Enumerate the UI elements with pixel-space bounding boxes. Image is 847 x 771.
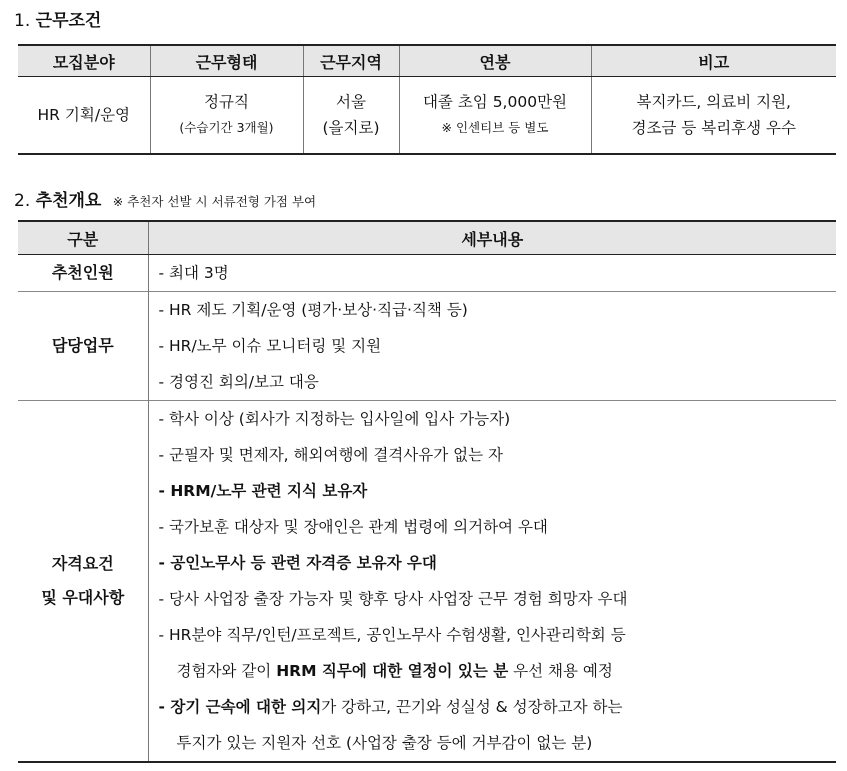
list-item: - 당사 사업장 출장 가능자 및 향후 당사 사업장 근무 경험 희망자 우대 — [158, 590, 628, 608]
header-note: 비고 — [591, 45, 836, 77]
list-item: 투지가 있는 지원자 선호 (사업장 출장 등에 거부감이 없는 분) — [176, 734, 593, 752]
list-item: - 국가보훈 대상자 및 장애인은 관계 법령에 의거하여 우대 — [158, 518, 548, 536]
qual-label-line2: 및 우대사항 — [41, 588, 125, 607]
table-row — [18, 401, 836, 763]
header-type: 근무형태 — [150, 45, 303, 77]
section1-number: 1. — [14, 11, 31, 31]
recommendation-table — [18, 220, 836, 763]
cell-note — [591, 77, 836, 155]
header-details: 세부내용 — [148, 221, 836, 255]
category-count: 추천인원 — [18, 255, 148, 292]
location-sub: (을지로) — [322, 119, 380, 137]
list-item: - 학사 이상 (회사가 지정하는 입사일에 입사 가능자) — [158, 410, 511, 428]
list-item: - 최대 3명 — [158, 264, 229, 282]
header-field: 모집분야 — [18, 45, 150, 77]
list-item: - 경영진 회의/보고 대응 — [158, 373, 319, 391]
section2-number: 2. — [14, 191, 31, 211]
section1-heading — [14, 6, 101, 31]
cell-type — [150, 77, 303, 155]
item9-dash: - — [158, 698, 171, 716]
salary-main: 대졸 초임 5,000만원 — [422, 93, 568, 111]
item8-pre: 경험자와 같이 — [176, 662, 277, 680]
section2-heading — [14, 186, 316, 211]
type-main: 정규직 — [204, 93, 249, 111]
table-header-row — [18, 45, 836, 77]
note-line2: 경조금 등 복리후생 우수 — [631, 119, 796, 137]
header-salary: 연봉 — [399, 45, 591, 77]
section2-note: ※ 추천자 선발 시 서류전형 가점 부여 — [112, 194, 317, 209]
type-sub: (수습기간 3개월) — [179, 120, 274, 135]
item9-post: 가 강하고, 끈기와 성실성 & 성장하고자 하는 — [321, 698, 623, 716]
table-row — [18, 255, 836, 292]
header-category: 구분 — [18, 221, 148, 255]
section1-title: 근무조건 — [35, 11, 102, 31]
table-row — [18, 292, 836, 401]
cell-location — [303, 77, 399, 155]
details-count — [148, 255, 836, 292]
item8-post: 우선 채용 예정 — [508, 662, 613, 680]
item8-bold: HRM 직무에 대한 열정이 있는 분 — [276, 662, 509, 680]
header-location: 근무지역 — [303, 45, 399, 77]
table-row — [18, 77, 836, 155]
category-qualifications — [18, 401, 148, 763]
cell-field: HR 기획/운영 — [18, 77, 150, 155]
list-item — [159, 689, 837, 725]
salary-sub: ※ 인센티브 등 별도 — [441, 120, 549, 135]
list-item: - HR 제도 기획/운영 (평가·보상·직급·직책 등) — [158, 301, 468, 319]
note-line1: 복지카드, 의료비 지원, — [636, 93, 791, 111]
details-duties — [148, 292, 836, 401]
qual-label-line1: 자격요건 — [51, 554, 114, 573]
category-duties: 담당업무 — [18, 292, 148, 401]
cell-salary — [399, 77, 591, 155]
list-item: - 공인노무사 등 관련 자격증 보유자 우대 — [158, 554, 437, 572]
list-item: - HRM/노무 관련 지식 보유자 — [158, 482, 368, 500]
list-item: - HR분야 직무/인턴/프로젝트, 공인노무사 수험생활, 인사관리학회 등 — [158, 626, 626, 644]
details-qualifications — [148, 401, 836, 763]
table-header-row — [18, 221, 836, 255]
section2-title: 추천개요 — [35, 191, 102, 211]
list-item — [159, 653, 837, 689]
location-main: 서울 — [336, 93, 366, 111]
work-conditions-table — [18, 44, 836, 155]
list-item: - 군필자 및 면제자, 해외여행에 결격사유가 없는 자 — [158, 446, 503, 464]
list-item: - HR/노무 이슈 모니터링 및 지원 — [158, 337, 382, 355]
item9-bold: 장기 근속에 대한 의지 — [170, 698, 322, 716]
